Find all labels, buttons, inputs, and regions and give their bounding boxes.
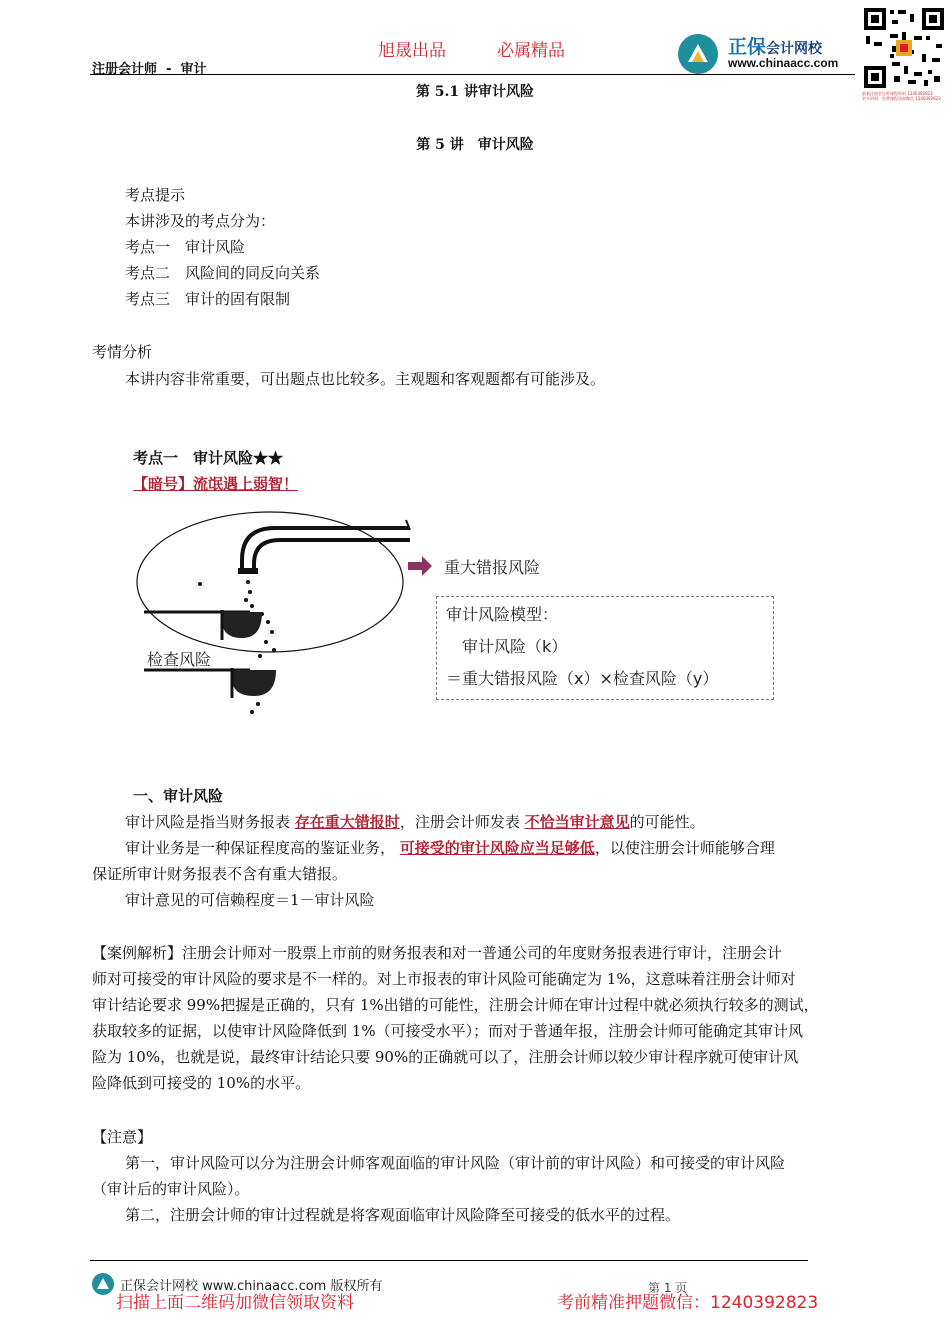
- lecture-title: 第 5.1 讲审计风险: [415, 84, 535, 100]
- note-heading: 【注意】: [92, 1128, 153, 1146]
- qr-caption: 最新注册会计师课程资料 1240392823 更多资料、免费课程请加微信 1240392823: [862, 91, 941, 101]
- model-title: 审计风险模型：: [446, 605, 559, 624]
- point1-heading: 考点一 审计风险★★: [133, 449, 284, 467]
- tips-intro: 本讲涉及的考点分为：: [125, 212, 276, 230]
- tip-item: 考点一 审计风险: [125, 238, 246, 256]
- case-line: 审计结论要求 99%把握是正确的，只有 1%出错的可能性，注册会计师在审计过程中就必须执行较多的测试，: [92, 996, 819, 1014]
- note-line: 第二，注册会计师的审计过程就是将客观面临审计风险降至可接受的低水平的过程。: [125, 1206, 681, 1224]
- note-line: （审计后的审计风险）。: [92, 1180, 250, 1198]
- logo-emblem-icon: [678, 34, 718, 74]
- section1-p3: 审计意见的可信赖程度＝1－审计风险: [125, 891, 375, 909]
- page-number: 第 1 页: [648, 1281, 688, 1295]
- section1-p2: 审计业务是一种保证程度高的鉴证业务， 可接受的审计风险应当足够低，以使注册会计师能够合理: [125, 839, 775, 857]
- footer-promo-left: 扫描上面二维码加微信领取资料: [116, 1293, 354, 1313]
- lower-bowl: [232, 670, 276, 696]
- course-name: 注册会计师 - 审计: [92, 62, 207, 77]
- upper-bowl: [222, 612, 262, 638]
- section-title: 第 5 讲 审计风险: [416, 137, 534, 153]
- faucet-pipe: [242, 528, 410, 570]
- chinaacc-logo[interactable]: [678, 30, 858, 76]
- footer-logo-icon: [92, 1273, 114, 1295]
- footer-promo-right: 考前精准押题微信：1240392823: [557, 1293, 819, 1313]
- banner-right: 必属精品: [497, 41, 565, 61]
- case-line: 【案例解析】注册会计师对一股票上市前的财务报表和对一普通公司的年度财务报表进行审计，注册会计: [92, 944, 783, 962]
- detection-label: 检查风险: [147, 650, 212, 669]
- case-line: 师对可接受的审计风险的要求是不一样的。对上市报表的审计风险可能确定为 1%，这意味着注册会计师对: [92, 970, 796, 988]
- analysis-heading: 考情分析: [92, 343, 153, 361]
- case-line: 险为 10%，也就是说，最终审计结论只要 90%的正确就可以了，注册会计师以较少审计程序就可使审计风: [92, 1048, 799, 1066]
- section1-p1: 审计风险是指当财务报表 存在重大错报时，注册会计师发表 不恰当审计意见的可能性。: [125, 813, 705, 831]
- risk-ellipse: [137, 512, 403, 652]
- model-line2: ＝重大错报风险（x）×检查风险（y）: [446, 669, 719, 688]
- analysis-text: 本讲内容非常重要，可出题点也比较多。主观题和客观题都有可能涉及。: [125, 370, 606, 388]
- note-line: 第一，审计风险可以分为注册会计师客观面临的审计风险（审计前的审计风险）和可接受的审计风险: [125, 1154, 786, 1172]
- tip-item: 考点三 审计的固有限制: [125, 290, 291, 308]
- banner-left: 旭晟出品: [378, 41, 446, 61]
- point1-mnemonic: 【暗号】流氓遇上弱智！: [133, 475, 299, 493]
- model-line1: 审计风险（k）: [462, 637, 568, 656]
- tips-heading: 考点提示: [125, 186, 186, 204]
- section1-heading: 一、审计风险: [133, 787, 224, 805]
- logo-title: 正保会计网校: [728, 36, 823, 58]
- case-line: 险降低到可接受的 10%的水平。: [92, 1074, 311, 1092]
- qr-code: [862, 6, 946, 90]
- qr-code-icon: [862, 6, 946, 90]
- tip-item: 考点二 风险间的同反向关系: [125, 264, 321, 282]
- section1-p2-cont: 保证所审计财务报表不含有重大错报。: [92, 865, 348, 883]
- footer-divider: [90, 1260, 808, 1261]
- logo-url: www.chinaacc.com: [728, 56, 839, 70]
- arrow-icon: [408, 556, 432, 576]
- case-line: 获取较多的证据，以使审计风险降低到 1%（可接受水平）；而对于普通年报，注册会计师可能确定其审计风: [92, 1022, 804, 1040]
- arrow-label: 重大错报风险: [444, 558, 541, 577]
- footer-copyright: 正保会计网校 www.chinaacc.com 版权所有: [120, 1279, 383, 1294]
